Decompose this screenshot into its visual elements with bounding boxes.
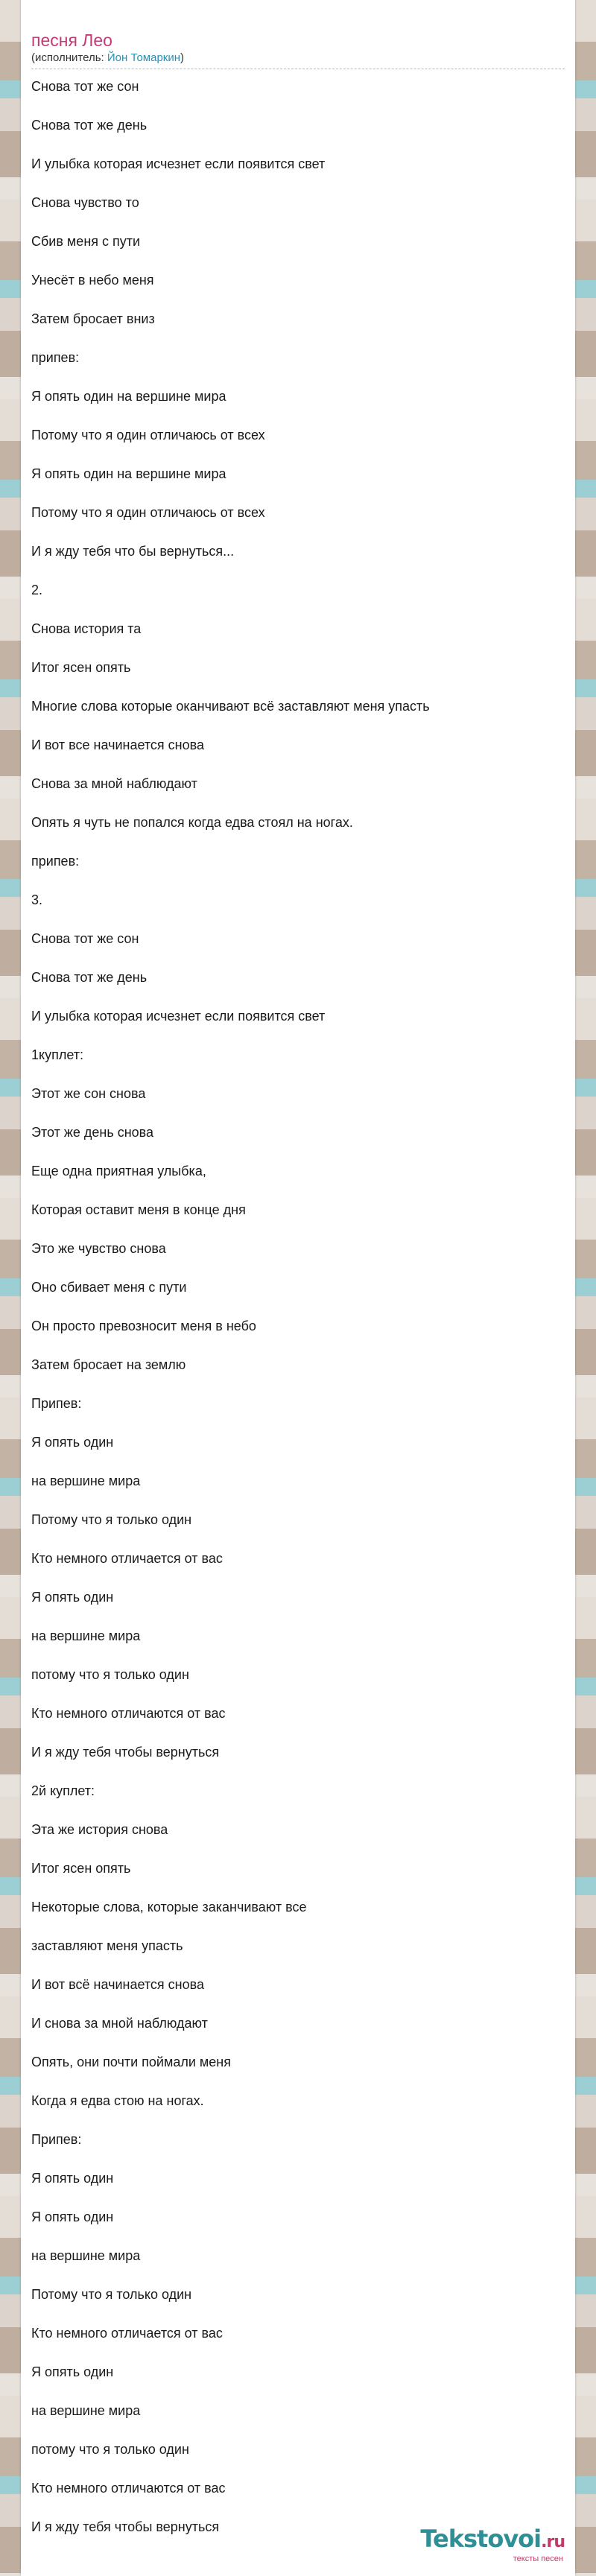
lyric-line: Еще одна приятная улыбка, [31, 1164, 206, 1178]
lyric-line: Снова за мной наблюдают [31, 776, 197, 791]
lyric-line: Он просто превозносит меня в небо [31, 1319, 256, 1333]
lyric-line: припев: [31, 854, 80, 869]
lyric-line: И улыбка которая исчезнет если появится свет [31, 156, 326, 171]
lyric-line: припев: [31, 350, 80, 365]
lyrics-page [21, 0, 575, 2576]
lyric-line: 3. [31, 892, 43, 907]
song-title: песня Лео [31, 31, 112, 50]
lyric-line: Это же чувство снова [31, 1241, 166, 1256]
lyric-line: на вершине мира [31, 2403, 141, 2418]
lyric-line: Снова тот же сон [31, 79, 139, 94]
lyric-line: И я жду тебя что бы вернуться... [31, 544, 235, 559]
lyric-line: на вершине мира [31, 2248, 141, 2263]
lyric-line: Снова тот же день [31, 118, 148, 133]
lyric-line: Оно сбивает меня с пути [31, 1280, 187, 1295]
lyric-line: заставляют меня упасть [31, 1938, 183, 1953]
lyric-line: Унесёт в небо меня [31, 273, 154, 288]
performer-prefix: (исполнитель: [31, 51, 107, 64]
lyric-line: Затем бросает на землю [31, 1357, 186, 1372]
lyric-line: на вершине мира [31, 1473, 141, 1488]
lyric-line: Потому что я только один [31, 2287, 192, 2302]
lyric-line: Кто немного отличается от вас [31, 1551, 223, 1566]
lyric-line: Сбив меня с пути [31, 234, 141, 249]
lyric-line: И снова за мной наблюдают [31, 2016, 208, 2031]
lyric-line: И улыбка которая исчезнет если появится свет [31, 1009, 326, 1024]
lyric-line: Я опять один [31, 1590, 114, 1605]
lyric-line: Многие слова которые оканчивают всё заставляют меня упасть [31, 699, 430, 714]
lyric-line: на вершине мира [31, 1628, 141, 1643]
logo-word: Tekstovoi [420, 2525, 542, 2553]
lyric-line: 2й куплет: [31, 1783, 95, 1798]
lyrics-body [31, 79, 565, 2558]
lyric-line: Которая оставит меня в конце дня [31, 1202, 246, 1217]
lyric-line: Я опять один [31, 2171, 114, 2186]
lyric-line: И я жду тебя чтобы вернуться [31, 2519, 220, 2534]
performer-suffix: ) [180, 51, 185, 64]
lyric-line: Кто немного отличаются от вас [31, 2481, 226, 2496]
lyric-line: Кто немного отличаются от вас [31, 1706, 226, 1721]
lyric-line: Потому что я один отличаюсь от всех [31, 428, 265, 442]
lyric-line: Опять, они почти поймали меня [31, 2055, 231, 2069]
lyric-line: Снова тот же день [31, 970, 148, 985]
lyric-line: 1куплет: [31, 1047, 83, 1062]
lyric-line: Потому что я только один [31, 1512, 192, 1527]
lyric-line: Я опять один [31, 2209, 114, 2224]
lyric-line: 2. [31, 583, 43, 597]
lyric-line: потому что я только один [31, 1667, 189, 1682]
logo-tagline: тексты песен [513, 2554, 563, 2563]
song-header [31, 30, 565, 69]
lyric-line: Потому что я один отличаюсь от всех [31, 505, 265, 520]
lyric-line: И вот все начинается снова [31, 737, 204, 752]
lyric-line: И я жду тебя чтобы вернуться [31, 1745, 220, 1760]
lyric-line: И вот всё начинается снова [31, 1977, 204, 1992]
lyric-line: Некоторые слова, которые заканчивают все [31, 1900, 307, 1914]
lyric-line: Снова чувство то [31, 195, 139, 210]
lyric-line: Кто немного отличается от вас [31, 2326, 223, 2341]
lyric-line: Припев: [31, 1396, 82, 1411]
site-logo[interactable] [420, 2525, 565, 2563]
performer-link[interactable]: Йон Томаркин [107, 51, 181, 64]
performer-line [31, 51, 565, 69]
lyric-line: Эта же история снова [31, 1822, 168, 1837]
lyric-line: Этот же день снова [31, 1125, 154, 1140]
lyric-line: Опять я чуть не попался когда едва стоял на ногах. [31, 815, 353, 830]
lyric-line: Этот же сон снова [31, 1086, 146, 1101]
lyric-line: Затем бросает вниз [31, 311, 155, 326]
lyric-line: Итог ясен опять [31, 1861, 131, 1876]
lyric-line: Я опять один на вершине мира [31, 389, 226, 404]
lyric-line: Я опять один на вершине мира [31, 466, 226, 481]
logo-tld: .ru [541, 2533, 565, 2551]
lyric-line: потому что я только один [31, 2442, 189, 2457]
lyric-line: Итог ясен опять [31, 660, 131, 675]
lyric-line: Я опять один [31, 2364, 114, 2379]
lyric-line: Когда я едва стою на ногах. [31, 2093, 204, 2108]
lyric-line: Припев: [31, 2132, 82, 2147]
lyric-line: Снова тот же сон [31, 931, 139, 946]
lyric-line: Я опять один [31, 1435, 114, 1450]
lyric-line: Снова история та [31, 621, 142, 636]
